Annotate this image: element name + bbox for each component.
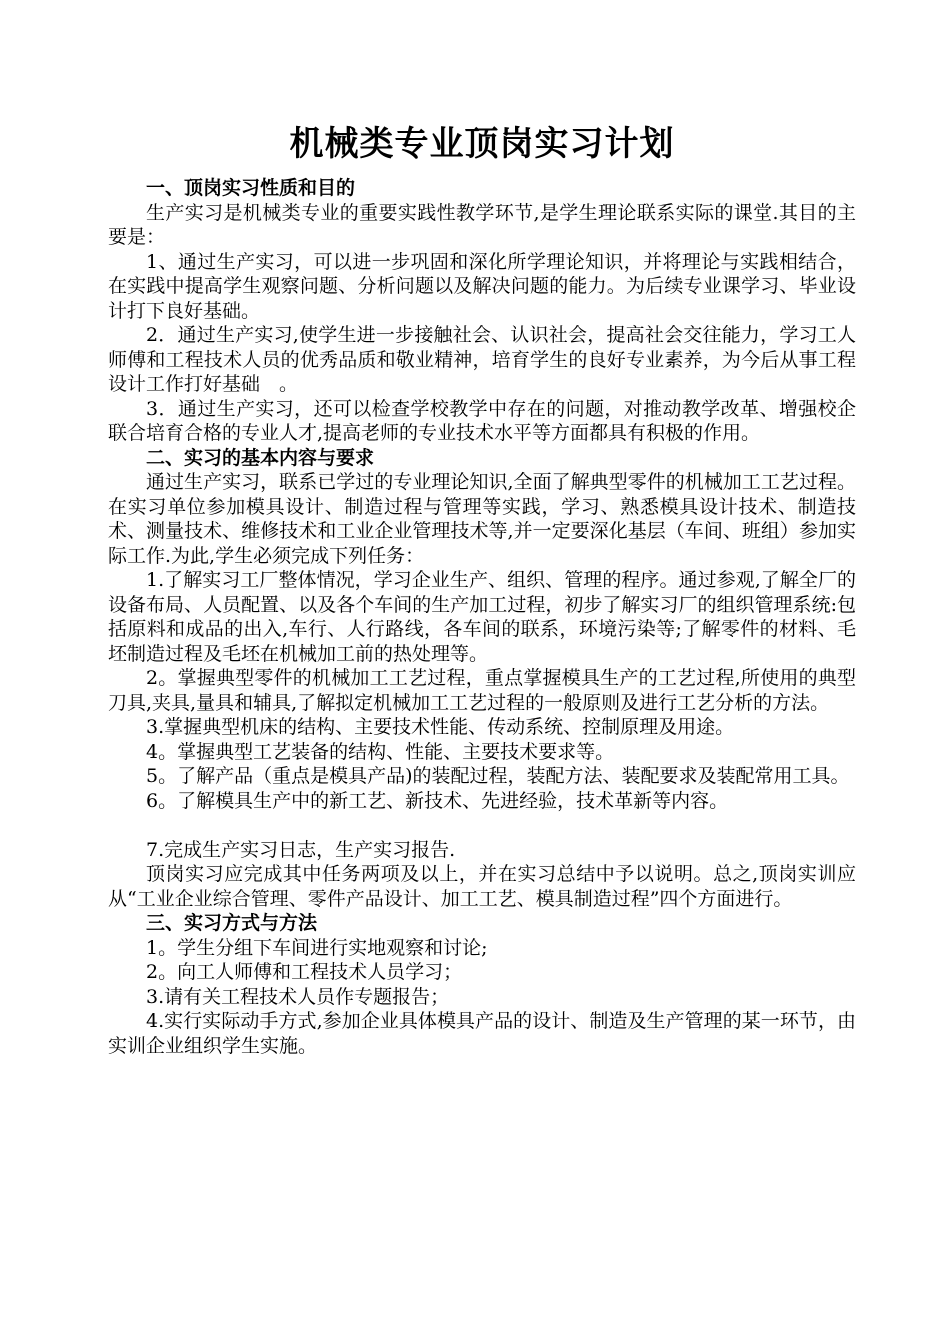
section-heading: 二、实习的基本内容与要求 xyxy=(146,446,375,469)
section-purpose xyxy=(108,176,856,446)
paragraph: 3.掌握典型机床的结构、主要技术性能、传动系统、控制原理及用途。 xyxy=(146,716,735,738)
section-heading: 三、实习方式与方法 xyxy=(146,912,318,934)
paragraph: 4。掌握典型工艺装备的结构、性能、主要技术要求等。 xyxy=(146,740,615,763)
paragraph: 2．通过生产实习,使学生进一步接触社会、认识社会，提高社会交往能力，学习工人师傅和工程技术人员的优秀品质和敬业精神，培育学生的良好专业素养，为今后从事工程设计工作打好基础 。 xyxy=(108,324,856,395)
section-heading: 一、顶岗实习性质和目的 xyxy=(146,177,356,199)
section-content-requirements xyxy=(108,446,856,912)
paragraph: 生产实习是机械类专业的重要实践性教学环节,是学生理论联系实际的课堂.其目的主要是： xyxy=(108,201,856,248)
paragraph: 2。掌握典型零件的机械加工工艺过程，重点掌握模具生产的工艺过程,所使用的典型刀具,夹具,量具和辅具,了解拟定机械加工工艺过程的一般原则及进行工艺分析的方法。 xyxy=(108,667,856,714)
paragraph: 1、通过生产实习，可以进一步巩固和深化所学理论知识，并将理论与实践相结合，在实践中提高学生观察问题、分析问题以及解决问题的能力。为后续专业课学习、毕业设计打下良好基础。 xyxy=(108,250,856,322)
paragraph: 通过生产实习，联系已学过的专业理论知识,全面了解典型零件的机械加工工艺过程。在实习单位参加模具设计、制造过程与管理等实践，学习、熟悉模具设计技术、制造技术、测量技术、维修技术和工业企业管理技术等,并一定要深化基层（车间、班组）参加实际工作.为此,学生必须完成下列任务： xyxy=(108,471,856,567)
paragraph: 4.实行实际动手方式,参加企业具体模具产品的设计、制造及生产管理的某一环节，由实训企业组织学生实施。 xyxy=(108,1010,856,1057)
paragraph: 6。了解模具生产中的新工艺、新技术、先进经验，技术革新等内容。 xyxy=(146,789,729,812)
paragraph: 5。了解产品（重点是模具产品)的装配过程，装配方法、装配要求及装配常用工具。 xyxy=(146,765,850,787)
paragraph: 7.完成生产实习日志，生产实习报告. xyxy=(146,838,456,861)
document-title: 机械类专业顶岗实习计划 xyxy=(289,124,675,164)
document-page xyxy=(108,118,856,1058)
section-methods xyxy=(108,911,856,1058)
paragraph: 1.了解实习工厂整体情况，学习企业生产、组织、管理的程序。通过参观,了解全厂的设备布局、人员配置、以及各个车间的生产加工过程，初步了解实习厂的组织管理系统:包括原料和成品的出入,车行、人行路线，各车间的联系，环境污染等;了解零件的材料、毛坯制造过程及毛坯在机械加工前的热处理等。 xyxy=(108,569,856,665)
paragraph: 2。向工人师傅和工程技术人员学习； xyxy=(146,961,463,983)
paragraph: 1。学生分组下车间进行实地观察和讨论; xyxy=(146,936,488,959)
paragraph: 3．通过生产实习，还可以检查学校教学中存在的问题，对推动教学改革、增强校企联合培育合格的专业人才,提高老师的专业技术水平等方面都具有积极的作用。 xyxy=(108,397,856,444)
paragraph: 顶岗实习应完成其中任务两项及以上，并在实习总结中予以说明。总之,顶岗实训应从“工业企业综合管理、零件产品设计、加工工艺、模具制造过程”四个方面进行。 xyxy=(108,863,856,910)
paragraph: 3.请有关工程技术人员作专题报告； xyxy=(146,985,450,1008)
blank-line xyxy=(108,813,856,838)
